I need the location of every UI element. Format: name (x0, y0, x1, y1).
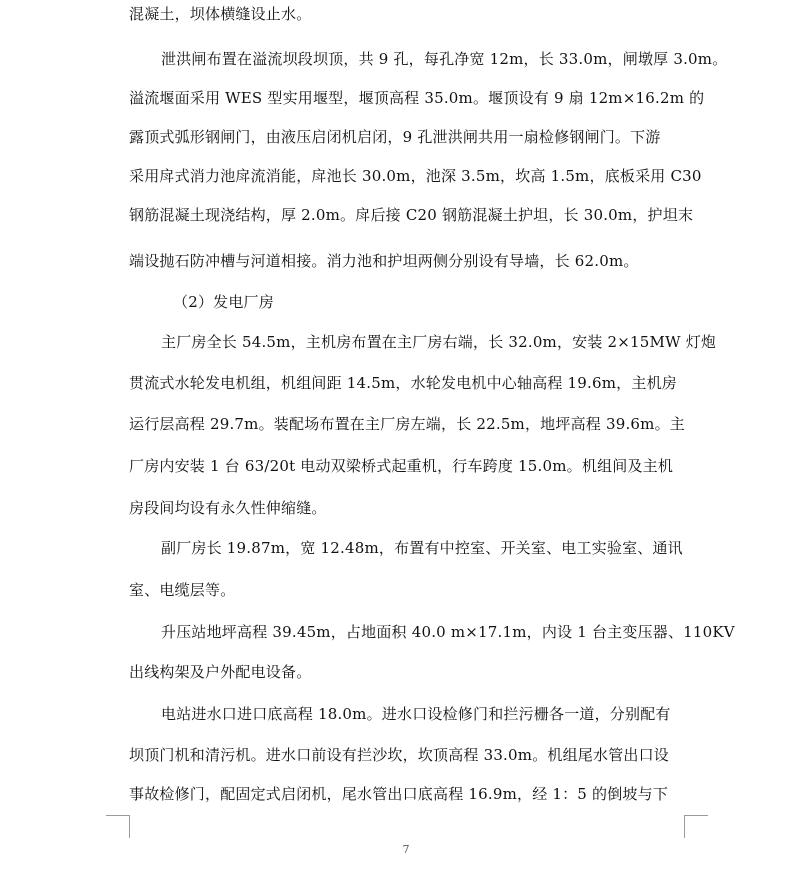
text-line: 主厂房全长 54.5m，主机房布置在主厂房右端，长 32.0m，安装 2×15MW 灯炮 (161, 333, 717, 351)
text-line: 出线构架及户外配电设备。 (129, 663, 312, 681)
text-line: 电站进水口进口底高程 18.0m。进水口设检修门和拦污栅各一道，分别配有 (161, 705, 671, 723)
crop-mark-right-horizontal (684, 815, 708, 816)
text-line: 房段间均设有永久性伸缩缝。 (129, 499, 327, 517)
page-number: 7 (402, 843, 410, 856)
text-line: 钢筋混凝土现浇结构，厚 2.0m。戽后接 C20 钢筋混凝土护坦，长 30.0m，护坦末 (129, 206, 694, 224)
text-line: 运行层高程 29.7m。装配场布置在主厂房左端，长 22.5m，地坪高程 39.6m。主 (129, 415, 685, 433)
text-line: 事故检修门，配固定式启闭机，尾水管出口底高程 16.9m，经 1：5 的倒坡与下 (129, 785, 669, 803)
text-line: 溢流堰面采用 WES 型实用堰型，堰顶高程 35.0m。堰顶设有 9 扇 12m×16.2m 的 (129, 89, 705, 107)
text-line: 副厂房长 19.87m，宽 12.48m，布置有中控室、开关室、电工实验室、通讯 (161, 539, 683, 557)
text-line: 室、电缆层等。 (129, 581, 236, 599)
text-line: 端设抛石防冲槽与河道相接。消力池和护坦两侧分别设有导墙，长 62.0m。 (129, 252, 639, 270)
crop-mark-right-vertical (684, 815, 685, 838)
text-line: 泄洪闸布置在溢流坝段坝顶，共 9 孔，每孔净宽 12m，长 33.0m，闸墩厚 3.0m。 (161, 50, 728, 68)
text-line: 贯流式水轮发电机组，机组间距 14.5m，水轮发电机中心轴高程 19.6m，主机房 (129, 374, 677, 392)
crop-mark-left-horizontal (106, 815, 129, 816)
crop-mark-left-vertical (129, 815, 130, 838)
text-line: 坝顶门机和清污机。进水口前设有拦沙坎，坎顶高程 33.0m。机组尾水管出口设 (129, 746, 669, 764)
text-line: 厂房内安装 1 台 63/20t 电动双梁桥式起重机，行车跨度 15.0m。机组间及主机 (129, 457, 674, 475)
text-line: 采用戽式消力池戽流消能，戽池长 30.0m，池深 3.5m，坎高 1.5m，底板采用 C30 (129, 167, 702, 185)
text-line: 露顶式弧形钢闸门，由液压启闭机启闭，9 孔泄洪闸共用一扇检修钢闸门。下游 (129, 128, 661, 146)
section-heading: （2）发电厂房 (173, 293, 274, 311)
text-line: 升压站地坪高程 39.45m，占地面积 40.0 m×17.1m，内设 1 台主变压器、110KV (161, 623, 735, 641)
text-line: 混凝土，坝体横缝设止水。 (129, 5, 312, 23)
